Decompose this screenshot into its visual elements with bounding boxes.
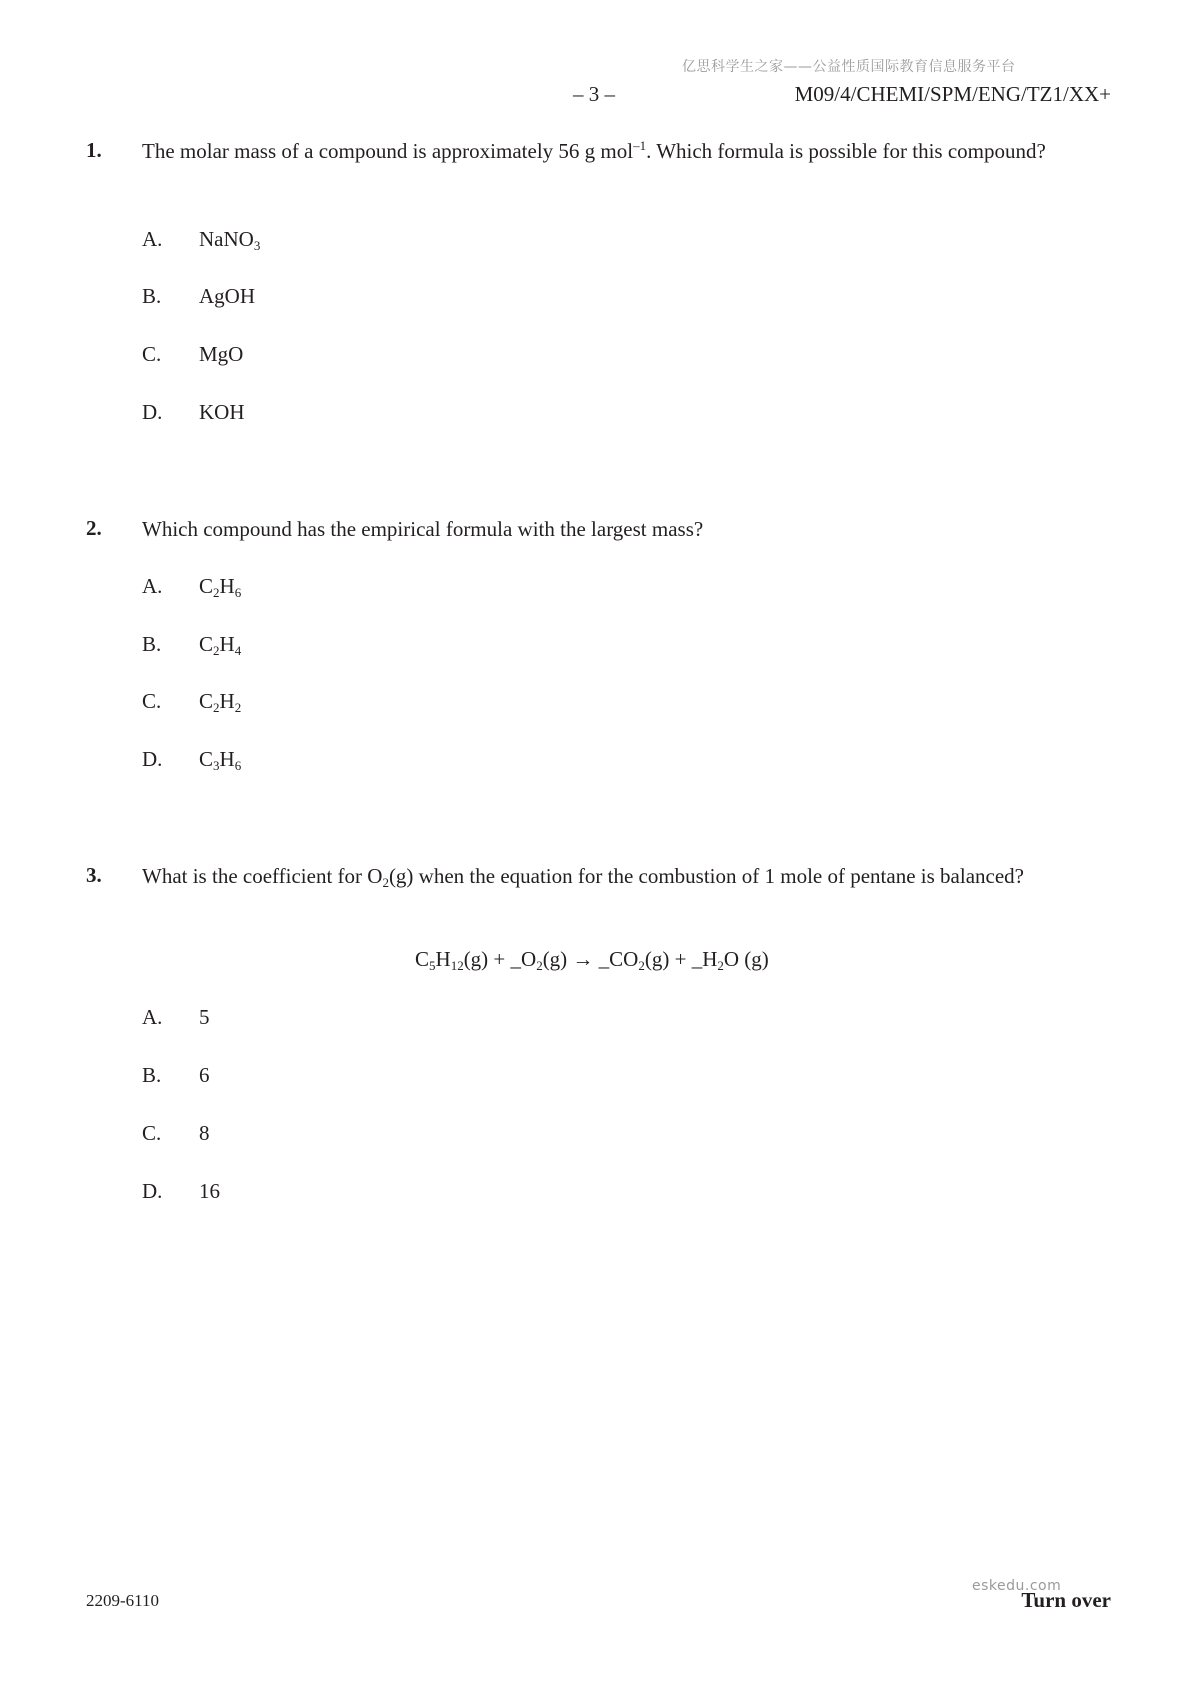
question-text: The molar mass of a compound is approximately 56 g mol$^{-1}$. Which formula is possible for this compound? bbox=[142, 138, 1046, 163]
option-value: $C_2H_6$ bbox=[199, 574, 242, 600]
turn-over-label: Turn over bbox=[1021, 1588, 1111, 1612]
question-number: 1. bbox=[86, 138, 102, 162]
option-value: 6 bbox=[199, 1063, 210, 1087]
option-value: AgOH bbox=[199, 284, 255, 308]
option-letter: D. bbox=[142, 400, 163, 424]
option-letter: A. bbox=[142, 1005, 163, 1029]
question-number: 3. bbox=[86, 863, 102, 887]
option-value: $C_2H_2$ bbox=[199, 689, 242, 715]
page-number: – 3 – bbox=[573, 82, 615, 106]
option-value: $C_3H_6$ bbox=[199, 747, 242, 773]
option-value: 8 bbox=[199, 1121, 210, 1145]
option-letter: B. bbox=[142, 632, 162, 656]
option-letter: C. bbox=[142, 689, 162, 713]
question-text: What is the coefficient for $O_2(g)$ when the equation for the combustion of 1 mole of pentane is balanced? bbox=[142, 864, 1024, 890]
option-letter: B. bbox=[142, 284, 162, 308]
option-letter: C. bbox=[142, 342, 162, 366]
option-value: 5 bbox=[199, 1005, 210, 1029]
question-number: 2. bbox=[86, 516, 102, 540]
option-value: 16 bbox=[199, 1179, 220, 1203]
option-letter: B. bbox=[142, 1063, 162, 1087]
balanced-equation: $C_5H_{12}(g)$ + $\_O_2(g)$ → $\_CO_2(g)$ + $\_H_2O$ (g) bbox=[415, 947, 769, 973]
footer-code: 2209-6110 bbox=[86, 1591, 160, 1610]
option-letter: A. bbox=[142, 227, 163, 251]
option-letter: C. bbox=[142, 1121, 162, 1145]
option-value: NaNO$_3$ bbox=[199, 227, 261, 253]
header-watermark: 亿思科学生之家——公益性质国际教育信息服务平台 bbox=[682, 59, 1016, 75]
option-value: MgO bbox=[199, 342, 244, 366]
option-letter: D. bbox=[142, 1179, 163, 1203]
question-text: Which compound has the empirical formula with the largest mass? bbox=[142, 517, 704, 541]
option-letter: A. bbox=[142, 574, 163, 598]
paper-code: M09/4/CHEMI/SPM/ENG/TZ1/XX+ bbox=[794, 82, 1111, 106]
footer-watermark: eskedu.com bbox=[972, 1578, 1062, 1594]
option-letter: D. bbox=[142, 747, 163, 771]
option-value: $C_2H_4$ bbox=[199, 632, 242, 658]
option-value: KOH bbox=[199, 400, 245, 424]
